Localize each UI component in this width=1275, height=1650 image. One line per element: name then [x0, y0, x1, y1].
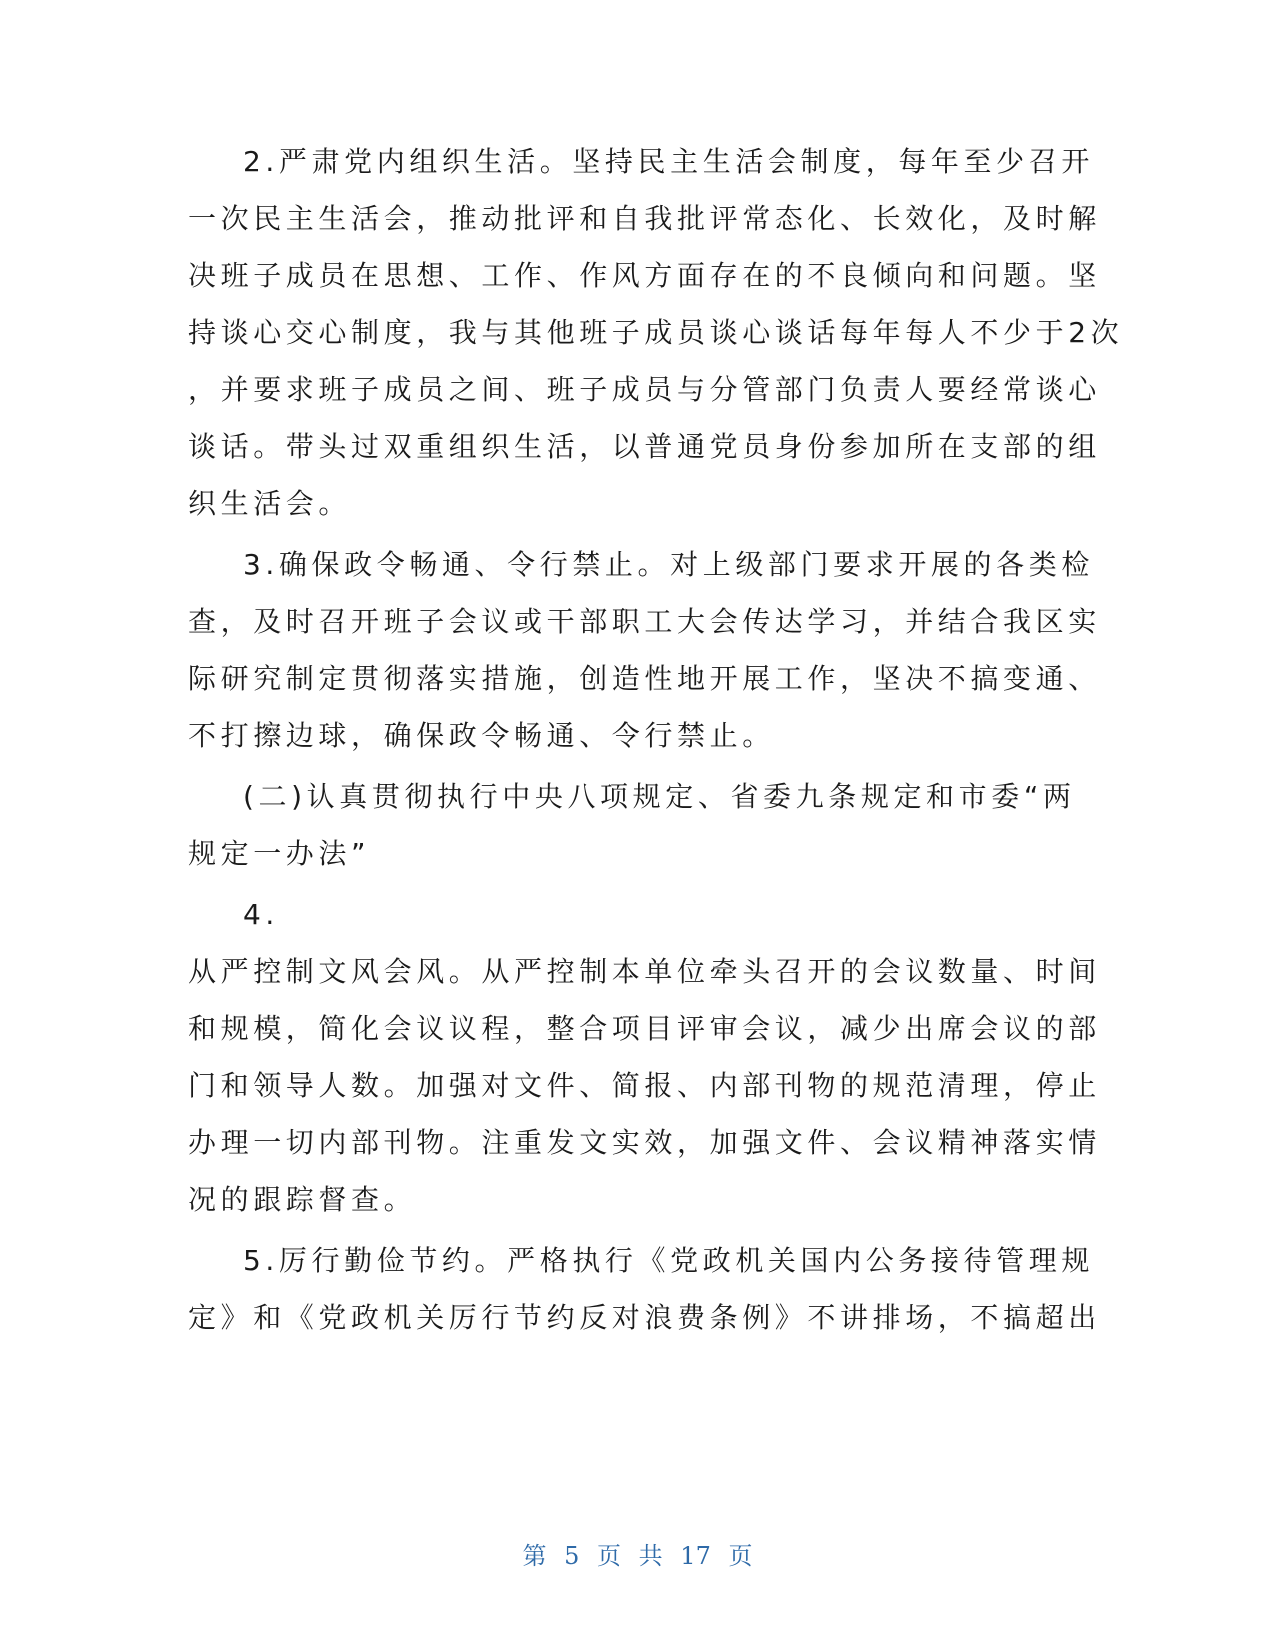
- section-heading-line-1: (二)认真贯彻执行中央八项规定、省委九条规定和市委“两: [243, 780, 1076, 813]
- paragraph-2-line-1: 2.严肃党内组织生活。坚持民主生活会制度，每年至少召开: [243, 145, 1094, 178]
- paragraph-4-line-1: 从严控制文风会风。从严控制本单位牵头召开的会议数量、时间: [188, 955, 1101, 988]
- paragraph-3-line-2: 查，及时召开班子会议或干部职工大会传达学习，并结合我区实: [188, 605, 1101, 638]
- paragraph-2-line-3: 决班子成员在思想、工作、作风方面存在的不良倾向和问题。坚: [188, 259, 1101, 292]
- paragraph-5-line-1: 5.厉行勤俭节约。严格执行《党政机关国内公务接待管理规: [243, 1244, 1094, 1277]
- page-number-footer: 第 5 页 共 17 页: [522, 1542, 753, 1570]
- paragraph-3-line-4: 不打擦边球，确保政令畅通、令行禁止。: [188, 719, 775, 752]
- paragraph-3-line-1: 3.确保政令畅通、令行禁止。对上级部门要求开展的各类检: [243, 548, 1094, 581]
- paragraph-4-line-2: 和规模，简化会议议程，整合项目评审会议，减少出席会议的部: [188, 1012, 1101, 1045]
- paragraph-4-number: 4.: [243, 898, 279, 931]
- paragraph-4-line-5: 况的跟踪督查。: [188, 1183, 417, 1216]
- paragraph-3-line-3: 际研究制定贯彻落实措施，创造性地开展工作，坚决不搞变通、: [188, 662, 1101, 695]
- section-heading-line-2: 规定一办法”: [188, 837, 371, 870]
- paragraph-2-line-6: 谈话。带头过双重组织生活，以普通党员身份参加所在支部的组: [188, 430, 1101, 463]
- paragraph-2-line-5: ，并要求班子成员之间、班子成员与分管部门负责人要经常谈心: [188, 373, 1101, 406]
- paragraph-4-line-4: 办理一切内部刊物。注重发文实效，加强文件、会议精神落实情: [188, 1126, 1101, 1159]
- paragraph-2-line-2: 一次民主生活会，推动批评和自我批评常态化、长效化，及时解: [188, 202, 1101, 235]
- paragraph-4-line-3: 门和领导人数。加强对文件、简报、内部刊物的规范清理，停止: [188, 1069, 1101, 1102]
- paragraph-2-line-4: 持谈心交心制度，我与其他班子成员谈心谈话每年每人不少于2次: [188, 316, 1124, 349]
- paragraph-2-line-7: 织生活会。: [188, 487, 352, 520]
- paragraph-5-line-2: 定》和《党政机关厉行节约反对浪费条例》不讲排场，不搞超出: [188, 1301, 1101, 1334]
